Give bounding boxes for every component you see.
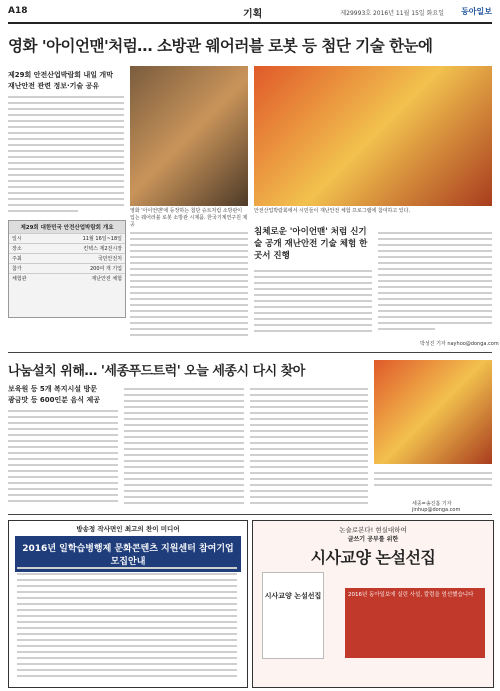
article2-subhead (8, 384, 100, 406)
table-row (9, 243, 125, 253)
article-divider (8, 352, 492, 353)
section-name: 기획 (243, 9, 263, 20)
table-row (9, 263, 125, 273)
table-cell: 참가 (12, 266, 22, 272)
ad-left (8, 520, 248, 688)
table-cell: 11월 16일~18일 (82, 236, 122, 242)
ad-right-red-box: 2016년 동아일보에 실린 사설, 칼럼을 엄선했습니다 (345, 588, 485, 658)
article1-body-col3 (254, 270, 372, 336)
table-cell: 주최 (12, 256, 22, 262)
newspaper-logo: 동아일보 (461, 7, 492, 16)
ad-right-line2: 글쓰기 공부를 위한 (347, 536, 399, 543)
table-cell: 국민안전처 (97, 256, 122, 262)
article1-caption-right: 안전산업박람회에서 시민들이 재난안전 체험 프로그램에 참여하고 있다. (254, 208, 411, 214)
table-row (9, 233, 125, 243)
ad-left-top-text: 방송정 작사면인 최고의 찬이 미디어 (76, 525, 180, 533)
article1-body-col1 (8, 96, 124, 216)
expo-info-table (8, 220, 126, 318)
expo-info-table-title: 제29회 대한민국 안전산업박람회 개요 (9, 221, 125, 233)
article1-subhead-line1: 제29회 안전산업박람회 내일 개막 (8, 71, 113, 79)
ad-right-line1: 논술로본다! 현실대하여 (339, 526, 407, 534)
article1-body-col4 (378, 232, 492, 334)
table-row (9, 253, 125, 263)
article1-right-subhead: 침체로운 '아이언맨' 처럼 신기술 공개 재난안전 기술 체험 한곳서 진행 (254, 227, 368, 261)
table-cell: 재난안전 체험 (91, 276, 122, 282)
article2-body-col3 (250, 388, 368, 508)
article1-subhead (8, 70, 113, 92)
table-cell: 일시 (12, 236, 22, 242)
article2-caption-lines (374, 472, 492, 490)
ad-right-title: 시사교양 논설선집 (310, 548, 436, 567)
ad-left-body (17, 567, 237, 681)
table-cell: 200여 개 기업 (89, 266, 122, 272)
issue-date: 제29993호 2016년 11월 15일 화요일 (340, 10, 444, 17)
table-cell: 체험관 (12, 276, 27, 282)
table-row (9, 273, 125, 283)
article2-headline: 나눔설치 위해… '세종푸드트럭' 오늘 세종시 다시 찾아 (8, 364, 305, 379)
article2-subhead-line2: 광금맛 등 600인분 음식 제공 (8, 396, 100, 404)
article2-subhead-line1: 보육원 등 5개 복지시설 방문 (8, 385, 98, 393)
article2-body-col2 (124, 388, 244, 508)
book-cover-title: 시사교양 논설선집 (264, 592, 322, 600)
article2-byline: 세종=송진흡 기자 jinhup@donga.com (412, 501, 461, 513)
article1-photo-firefighter (130, 66, 248, 206)
article2-photo-foodtruck (374, 360, 492, 464)
article1-headline: 영화 '아이언맨'처럼… 소방관 웨어러블 로봇 등 첨단 기술 한눈에 (8, 37, 433, 55)
book-cover-image (262, 572, 324, 659)
ad-divider (8, 514, 492, 515)
article1-body-col2 (130, 232, 248, 340)
article1-subhead-line2: 재난안전 관련 정보·기술 공유 (8, 82, 100, 90)
table-cell: 킨텍스 제2전시장 (83, 246, 122, 252)
page-header (8, 4, 492, 24)
table-cell: 장소 (12, 246, 22, 252)
article1-caption-left: 영화 '아이언맨'에 등장하는 첨단 슈트처럼 소방관이 입는 웨어러블 로봇 소방관 시제품. 한국기계연구원 제공 (130, 208, 248, 228)
ad-left-title: 2016년 일학습병행제 문화콘텐츠 지원센터 참여기업 모집안내 (15, 536, 241, 572)
article1-byline: 박성진 기자 nayhoo@donga.com (420, 341, 499, 347)
page-number: A18 (8, 6, 28, 16)
article2-body-col1 (8, 410, 118, 506)
article1-photo-expo (254, 66, 492, 206)
